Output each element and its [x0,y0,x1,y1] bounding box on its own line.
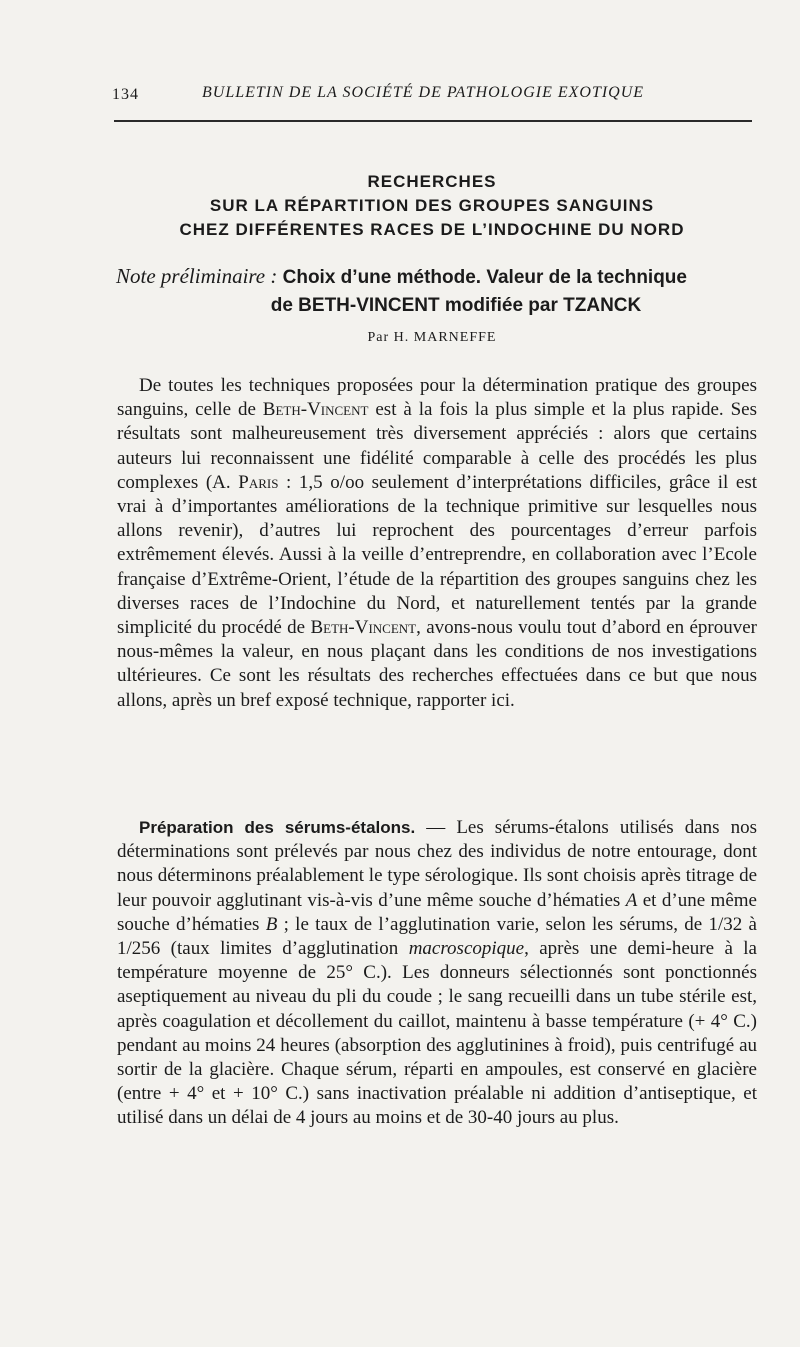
page-number: 134 [112,86,139,103]
subtitle-part-2: de BETH-VINCENT modifiée par TZANCK [270,295,642,316]
paragraph-intro [117,374,757,713]
p2-group-b: B [265,913,278,935]
p2-text-1: — Les sérums-étalons utilisés dans nos déterminations sont prélevés par nous chez des individus de notre entourage, dont nous déterminons préalablement le type sérologique. Ils sont choisis après titrage de leur pouvoir agglutinant vis-à-vis d’une même souche d’hématies [117,817,757,911]
title-line-1: RECHERCHES [367,172,497,191]
article-subtitle [116,262,756,320]
p2-macroscopique: macroscopique [408,938,525,960]
title-line-3: CHEZ DIFFÉRENTES RACES DE L’INDOCHINE DU NORD [179,220,685,239]
paragraph-preparation [117,816,757,1131]
p1-text-2: est à la fois la plus simple et la plus rapide. Ses résultats sont malheureusement très diversement appréciés : alors que certains auteurs lui reconnaissent une fidélité comparable à celle des procédés les plus complexes (A. [117,399,757,493]
p1-text-3: : 1,5 o/oo seulement d’interprétations difficiles, grâce il est vrai à d’importantes améliorations de la technique primitive sur lesquelles nous allons revenir), d’autres lui reprochent des pourcentages d’erreur parfois extrêmement élevés. Aussi à la veille d’entreprendre, en collaboration avec l’Ecole française d’Extrême-Orient, l’étude de la répartition des groupes sanguins chez les diverses races de l’Indochine du Nord, et naturellement tentés par la grande simplicité du procédé de [117,471,757,639]
article-title [112,170,752,242]
p2-text-2: et d’une même souche d’hématies [117,889,757,935]
p1-name-beth-vincent: Beth-Vincent [262,399,369,421]
header-rule [114,120,752,122]
p1-text-1: De toutes les techniques proposées pour la détermination pratique des groupes sanguins, celle de [117,375,757,421]
journal-title: BULLETIN DE LA SOCIÉTÉ DE PATHOLOGIE EXOTIQUE [202,84,645,101]
title-line-2: SUR LA RÉPARTITION DES GROUPES SANGUINS [209,196,655,215]
section-heading: Préparation des sérums-étalons. [139,818,416,837]
p1-text-4: , avons-nous voulu tout d’abord en éprouver nous-mêmes la valeur, en nous plaçant dans les conditions de nos investigations ultérieures. Ce sont les résultats des recherches effectuées dans ce but que nous allons, après un bref exposé technique, rapporter ici. [117,617,757,711]
p2-group-a: A [625,889,638,911]
note-separator: : [265,264,283,288]
note-label: Note préliminaire [116,264,266,288]
subtitle-part-1: Choix d’une méthode. Valeur de la technique [282,267,687,288]
p2-text-3: ; le taux de l’agglutination varie, selon les sérums, de 1/32 à 1/256 (taux limites d’agglutination [117,913,757,960]
p2-text-4: , après une demi-heure à la température moyenne de 25° C.). Les donneurs sélectionnés sont ponctionnés aseptiquement au niveau du pli du coude ; le sang recueilli dans un tube stérile est, après coagulation et décollement du caillot, maintenu à basse température (+ 4° C.) pendant au moins 24 heures (absorption des agglutinines à froid), puis centrifugé au sortir de la glacière. Chaque sérum, réparti en ampoules, est conservé en glacière (entre + 4° et + 10° C.) sans inactivation préalable ni addition d’antiseptique, et utilisé dans un délai de 4 jours au moins et de 30-40 jours au plus. [117,938,757,1129]
author-line: Par H. MARNEFFE [367,330,497,345]
p1-name-paris: Paris [238,471,279,493]
p1-name-beth-vincent-2: Beth-Vincent [310,617,417,639]
